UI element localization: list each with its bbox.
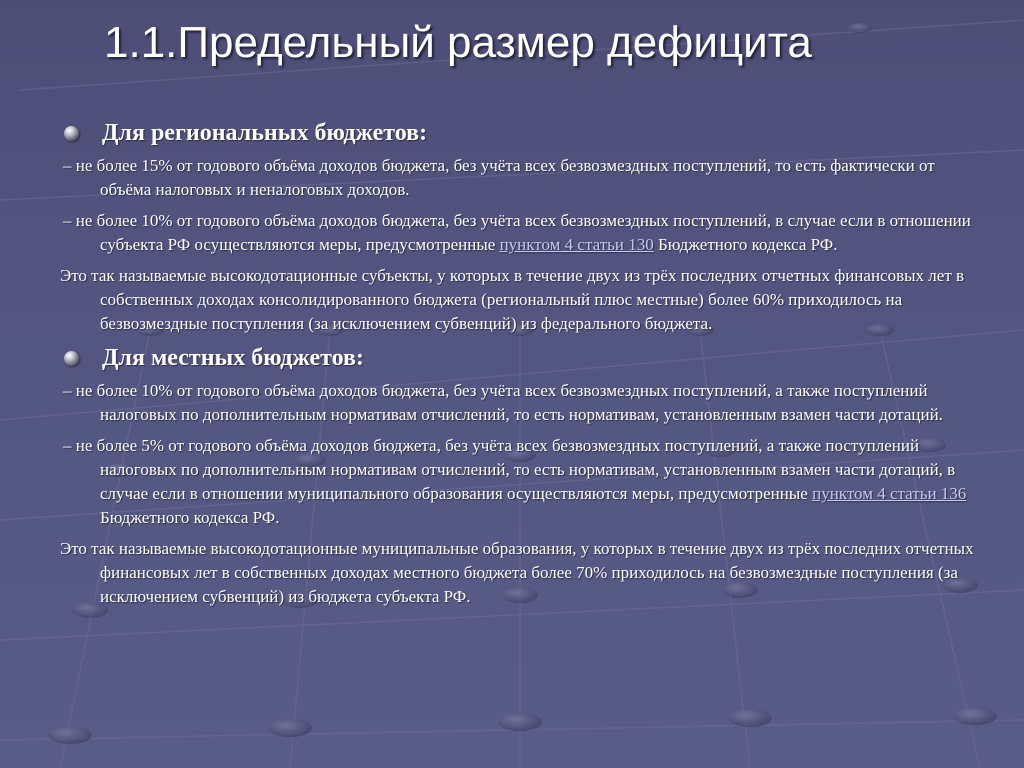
section-heading-regional	[60, 118, 980, 148]
article-136-link[interactable]: пунктом 4 статьи 136	[812, 484, 967, 503]
regional-note: Это так называемые высокодотационные субъекты, у которых в течение двух из трёх последних отчетных финансовых лет в собственных доходах консолидированного бюджета (региональный плюс местные) более 60% приходилось на безвозмездные поступления (за исключением субвенций) из федерального бюджета.	[60, 266, 965, 333]
paragraph-text: – не более 10% от годового объёма доходов бюджета, без учёта всех безвозмездных поступлений, в случае если в отношении субъекта РФ осуществляются меры, предусмотренные	[63, 211, 971, 254]
paragraph-text: Бюджетного кодекса РФ.	[653, 235, 838, 254]
section-heading-text: Для региональных бюджетов:	[102, 120, 428, 146]
section-heading-local	[60, 343, 980, 373]
section-heading-text: Для местных бюджетов:	[102, 345, 364, 371]
paragraph-text: – не более 5% от годового объёма доходов бюджета, без учёта всех безвозмездных поступлений, а также поступлений налоговых по дополнительным нормативам отчислений, то есть нормативам, установленным взамен части дотаций, в случае если в отношении муниципального образования осуществляются меры, предусмотренные	[63, 436, 956, 503]
regional-limit-10	[60, 209, 980, 257]
slide-title: 1.1.Предельный размер дефицита	[104, 18, 812, 67]
paragraph-text: Бюджетного кодекса РФ.	[100, 508, 280, 527]
slide-content	[60, 118, 980, 616]
sphere-bullet-icon	[64, 351, 79, 366]
local-limit-5	[60, 434, 980, 530]
article-130-link[interactable]: пунктом 4 статьи 130	[499, 235, 654, 254]
sphere-bullet-icon	[64, 126, 79, 141]
local-note: Это так называемые высокодотационные муниципальные образования, у которых в течение двух из трёх последних отчетных финансовых лет в собственных доходах местного бюджета более 70% приходилось на безвозмездные поступления (за исключением субвенций) из бюджета субъекта РФ.	[60, 539, 974, 606]
local-limit-10: – не более 10% от годового объёма доходов бюджета, без учёта всех безвозмездных поступлений, а также поступлений налоговых по дополнительным нормативам отчислений, то есть нормативам, установленным взамен части дотаций.	[63, 381, 943, 424]
regional-limit-15: – не более 15% от годового объёма доходов бюджета, без учёта всех безвозмездных поступлений, то есть фактически от объёма налоговых и неналоговых доходов.	[63, 156, 935, 199]
